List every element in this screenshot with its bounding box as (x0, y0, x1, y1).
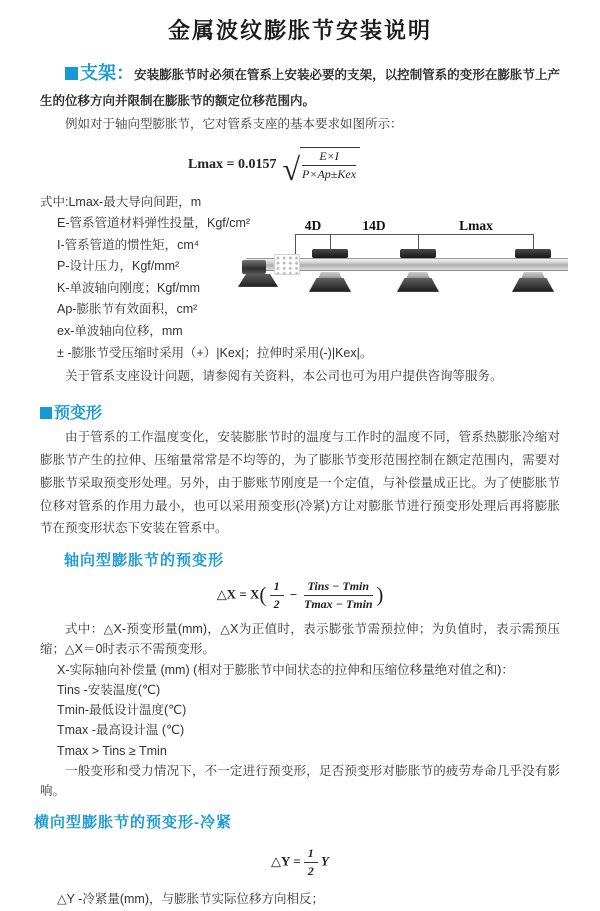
axial-note: 式中：△X-预变形量(mm)，△X为正值时，表示膨张节需预拉伸；为负值时，表示需预压缩；△X＝0时表示不需预变形。 (40, 622, 560, 657)
lmax-fraction (302, 149, 356, 182)
plus-minus-note: ± -膨胀节受压缩时采用（+）|Kex|；拉伸时采用(-)|Kex|。 (57, 346, 373, 361)
axial-subheading: 轴向型膨胀节的预变形 (64, 552, 225, 570)
page-title: 金属波纹膨胀节安装说明 (167, 18, 432, 43)
predeform-section-heading (40, 400, 560, 423)
lateral-numerator: 1 (304, 846, 318, 863)
guide-support (309, 249, 351, 294)
definition-item: E-管系管道材料弹性投量，Kgf/cm² (57, 216, 251, 231)
axial-note: 一般变形和受力情况下，不一定进行预变形，足否预变形对膨胀节的疲劳寿命几乎没有影响。 (40, 763, 560, 799)
guide-saddle (406, 272, 430, 279)
support-intro-text: 安装膨胀节时必须在管系上安装必要的支架，以控制管系的变形在膨胀节上产生的位移方向并限制在膨胀节的额定位移范围内。 (40, 68, 560, 109)
section-bullet-icon (40, 407, 52, 419)
lmax-fraction-numerator: E×I (302, 149, 356, 166)
temperature-denominator: Tmax − Tmin (304, 597, 373, 612)
half-numerator: 1 (270, 579, 284, 596)
temperature-fraction (304, 579, 374, 612)
anchor-base (238, 274, 278, 287)
axial-note: Tmin-最低设计温度(℃) (57, 703, 187, 718)
lateral-formula-rhs: Y (321, 853, 329, 869)
definition-item: K-单波轴向刚度；Kgf/mm (57, 280, 201, 295)
guide-clamp (312, 249, 348, 258)
pipe-support-diagram (238, 218, 570, 300)
definition-item: Ap-膨胀节有效面积，cm² (57, 302, 198, 317)
lateral-half-fraction (304, 846, 318, 879)
anchor-clamp (242, 260, 266, 274)
axial-formula-lhs: △X = X (216, 586, 260, 602)
lateral-formula-lhs: △Y = (270, 853, 301, 869)
definition-item: I-管系管道的惯性矩，cm⁴ (57, 237, 200, 252)
support-section-intro (40, 57, 560, 113)
axial-note: X-实际轴向补偿量 (mm) (相对于膨胀节中间状态的拉伸和压缩位移量绝对值之和)： (57, 662, 514, 677)
definition-item: 式中:Lmax-最大导向间距，m (40, 194, 202, 209)
axial-note: Tmax > Tins ≥ Tmin (57, 743, 167, 758)
guide-support (397, 249, 439, 294)
half-denominator: 2 (273, 597, 280, 612)
guide-base (512, 278, 554, 292)
half-fraction (270, 579, 284, 612)
support-heading: 支架： (80, 63, 135, 83)
guide-saddle (318, 272, 342, 279)
lateral-denominator: 2 (307, 864, 314, 879)
sqrt-expression (282, 147, 360, 188)
lateral-formula (40, 846, 560, 879)
section-bullet-icon (65, 67, 78, 80)
axial-note: Tins -安装温度(℃) (57, 682, 161, 697)
guide-support (512, 249, 554, 294)
definition-item: P-设计压力，Kgf/mm² (57, 259, 180, 274)
guide-base (309, 278, 351, 292)
minus-operator: − (289, 586, 298, 602)
axial-note: Tmax -最高设计温 (℃) (57, 723, 185, 738)
definition-item: ex-单波轴向位移，mm (57, 323, 183, 338)
anchor-support (238, 260, 278, 290)
sqrt-sign: √ (282, 151, 301, 188)
lateral-note: △Y -冷紧量(mm)，与膨胀节实际位移方向相反； (57, 892, 325, 907)
guide-saddle (521, 272, 545, 279)
temperature-numerator: Tins − Tmin (304, 579, 374, 596)
support-example-line: 例如对于轴向型膨胀节，它对管系支座的基本要求如图所示： (65, 117, 403, 132)
lateral-subheading: 横向型膨胀节的预变形-冷紧 (34, 814, 232, 832)
guide-base (397, 278, 439, 292)
guide-clamp (400, 249, 436, 258)
predeform-heading: 预变形 (54, 405, 103, 423)
close-paren: ) (376, 582, 384, 607)
axial-formula (40, 579, 560, 612)
dimension-label-lmax: Lmax (459, 217, 493, 233)
dimension-label-4d: 4D (304, 217, 322, 233)
definitions-area (40, 192, 560, 343)
lmax-fraction-denominator: P×Ap±Kex (302, 167, 357, 182)
lmax-formula (188, 144, 560, 186)
dimension-label-14d: 14D (362, 217, 386, 233)
lmax-formula-lhs: Lmax = 0.0157 (188, 156, 277, 172)
open-paren: ( (259, 582, 267, 607)
guide-clamp (515, 249, 551, 258)
consult-note: 关于管系支座设计问题，请参阅有关资料，本公司也可为用户提供咨询等服务。 (65, 368, 503, 383)
axial-notes (40, 619, 560, 801)
predeform-body: 由于管系的工作温度变化，安装膨胀节时的温度与工作时的温度不同，管系热膨胀冷缩对膨胀节产生的拉伸、压缩量常常是不均等的，为了膨胀节变形范围控制在额定范围内，需要对膨胀节采取预变形处理。另外，由于膨账节刚度是一个定值，与补偿量成正比。为了使膨胀节位移对管系的作用力最小，也可以采用预变形(冷紧)方让对膨胀节进行预变形处理后再将膨胀节在预变形状态下安装在管系中。 (40, 430, 560, 536)
